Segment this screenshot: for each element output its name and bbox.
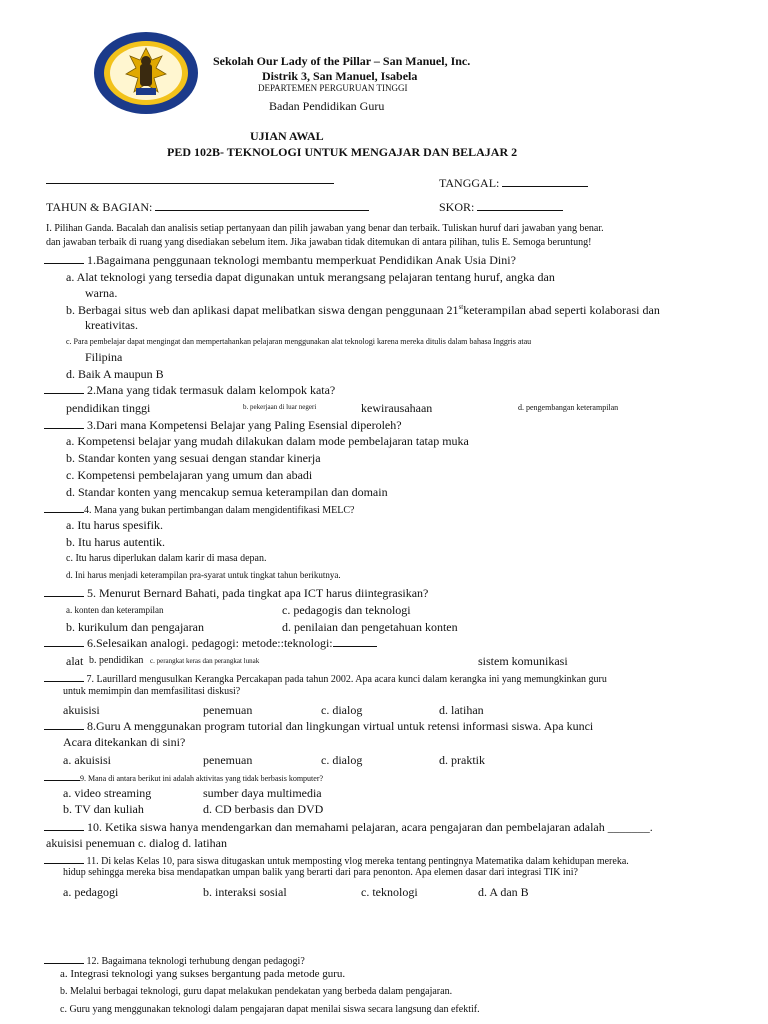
question-8: [44, 719, 593, 734]
answer-blank[interactable]: [44, 853, 84, 864]
q11-option-d: d. A dan B: [478, 885, 529, 899]
question-3: [44, 418, 402, 433]
answer-blank[interactable]: [44, 383, 84, 394]
q1-option-a: a. Alat teknologi yang tersedia dapat digunakan untuk merangsang pelajaran tentang huruf, angka dan: [66, 270, 555, 284]
question-12: [44, 953, 305, 967]
q2-option-c: kewirausahaan: [361, 401, 433, 415]
q5-option-b: b. kurikulum dan pengajaran: [66, 620, 204, 634]
q3-option-b: b. Standar konten yang sesuai dengan standar kinerja: [66, 451, 321, 465]
q12-option-c: c. Guru yang menggunakan teknologi dalam pengajaran dapat menilai siswa secara langsung dan efektif.: [60, 1004, 480, 1015]
q1-option-c-cont: Filipina: [85, 350, 123, 364]
q8-option-d: d. praktik: [439, 753, 485, 767]
question-stem: 8.Guru A menggunakan program tutorial dan lingkungan virtual untuk retensi informasi siswa. Apa kunci: [87, 719, 594, 733]
q5-option-d: d. penilaian dan pengetahuan konten: [282, 620, 458, 634]
answer-blank[interactable]: [44, 820, 84, 831]
answer-blank[interactable]: [44, 636, 84, 647]
q9-option-d: d. CD berbasis dan DVD: [203, 802, 324, 816]
q4-option-b: b. Itu harus autentik.: [66, 535, 165, 549]
q6-option-b: b. pendidikan: [89, 655, 144, 666]
school-seal-logo: [92, 30, 200, 116]
question-7: [44, 671, 607, 685]
department-name: DEPARTEMEN PERGURUAN TINGGI: [258, 83, 408, 93]
question-6: [44, 636, 377, 651]
q6-option-d: sistem komunikasi: [478, 654, 568, 668]
answer-blank[interactable]: [44, 719, 84, 730]
instructions-line-2: dan jawaban terbaik di ruang yang disediakan sebelum item. Jika jawaban tidak ditemukan di antara pilihan, tulis E. Semoga beruntung!: [46, 237, 592, 248]
question-stem: 7. Laurillard mengusulkan Kerangka Percakapan pada tahun 2002. Apa acara kunci dalam kerangka ini yang memungkinkan guru: [86, 674, 607, 685]
question-1: [44, 253, 516, 268]
question-stem: 12. Bagaimana teknologi terhubung dengan pedagogi?: [86, 956, 305, 967]
question-9: [44, 770, 323, 783]
q2-option-b: b. pekerjaan di luar negeri: [243, 403, 317, 411]
q2-option-a: pendidikan tinggi: [66, 401, 151, 415]
school-name: Sekolah Our Lady of the Pillar – San Manuel, Inc.: [213, 54, 471, 68]
analogy-blank[interactable]: [333, 636, 377, 647]
q1-option-d: d. Baik A maupun B: [66, 367, 164, 381]
question-7-cont: untuk memimpin dan memfasilitasi diskusi?: [63, 686, 241, 697]
q6-option-c: c. perangkat keras dan perangkat lunak: [150, 657, 260, 665]
question-2: [44, 383, 335, 398]
exam-title: UJIAN AWAL: [250, 129, 324, 143]
question-stem: 3.Dari mana Kompetensi Belajar yang Paling Esensial diperoleh?: [87, 418, 402, 432]
question-11-cont: hidup sehingga mereka bisa mendapatkan umpan balik yang berarti dari para penonton. Apa elemen dasar dari integrasi TIK ini?: [63, 867, 578, 878]
course-title: PED 102B- TEKNOLOGI UNTUK MENGAJAR DAN BELAJAR 2: [167, 145, 518, 159]
q7-option-b: penemuan: [203, 703, 253, 717]
name-field[interactable]: [46, 183, 334, 184]
question-stem: 11. Di kelas Kelas 10, para siswa ditugaskan untuk memposting vlog mereka tentang pentingnya Matematika dalam kehidupan mereka.: [86, 856, 629, 867]
question-10: [44, 820, 653, 835]
q9-option-c: sumber daya multimedia: [203, 786, 322, 800]
question-stem: 6.Selesaikan analogi. pedagogi: metode::teknologi:: [87, 636, 333, 650]
answer-blank[interactable]: [44, 502, 84, 513]
score-field[interactable]: [439, 200, 563, 215]
q7-option-a: akuisisi: [63, 703, 100, 717]
answer-blank[interactable]: [44, 253, 84, 264]
q5-option-c: c. pedagogis dan teknologi: [282, 603, 411, 617]
answer-blank[interactable]: [44, 418, 84, 429]
question-11: [44, 853, 629, 867]
question-stem: 2.Mana yang tidak termasuk dalam kelompok kata?: [87, 383, 336, 397]
q3-option-d: d. Standar konten yang mencakup semua keterampilan dan domain: [66, 485, 388, 499]
question-4: [44, 502, 354, 516]
answer-blank[interactable]: [44, 770, 80, 781]
q6-option-a: alat: [66, 654, 84, 668]
question-8-cont: Acara ditekankan di sini?: [63, 735, 186, 749]
q3-option-c: c. Kompetensi pembelajaran yang umum dan abadi: [66, 468, 313, 482]
q1-option-b: b. Berbagai situs web dan aplikasi dapat melibatkan siswa dengan penggunaan 21stketerampilan abad seperti kolaborasi dan: [66, 303, 660, 317]
instructions-line-1: I. Pilihan Ganda. Bacalah dan analisis setiap pertanyaan dan pilih jawaban yang benar dan terbaik. Tuliskan huruf dari jawaban yang benar.: [46, 223, 604, 234]
question-stem: 5. Menurut Bernard Bahati, pada tingkat apa ICT harus diintegrasikan?: [87, 586, 429, 600]
question-stem: 10. Ketika siswa hanya mendengarkan dan memahami pelajaran, acara pengajaran dan pembelajaran adalah _______.: [87, 820, 653, 834]
q4-option-d: d. Ini harus menjadi keterampilan pra-syarat untuk tingkat tahun berikutnya.: [66, 570, 341, 580]
question-stem: 4. Mana yang bukan pertimbangan dalam mengidentifikasi MELC?: [84, 505, 355, 516]
q9-option-a: a. video streaming: [63, 786, 152, 800]
q12-option-b: b. Melalui berbagai teknologi, guru dapat melakukan pendekatan yang berbeda dalam pengajaran.: [60, 986, 453, 997]
question-stem: 9. Mana di antara berikut ini adalah aktivitas yang tidak berbasis komputer?: [80, 774, 324, 783]
q5-option-a: a. konten dan keterampilan: [66, 605, 164, 615]
q7-option-c: c. dialog: [321, 703, 363, 717]
school-address: Distrik 3, San Manuel, Isabela: [262, 69, 418, 83]
q8-option-a: a. akuisisi: [63, 753, 111, 767]
q1-option-a-cont: warna.: [85, 286, 118, 300]
question-5: [44, 586, 428, 601]
year-section-field[interactable]: [46, 200, 369, 215]
answer-blank[interactable]: [44, 671, 84, 682]
unit-name: Badan Pendidikan Guru: [269, 99, 385, 113]
q4-option-a: a. Itu harus spesifik.: [66, 518, 163, 532]
q11-option-a: a. pedagogi: [63, 885, 119, 899]
q8-option-b: penemuan: [203, 753, 253, 767]
q7-option-d: d. latihan: [439, 703, 484, 717]
q11-option-b: b. interaksi sosial: [203, 885, 287, 899]
q1-option-c: c. Para pembelajar dapat mengingat dan mempertahankan pelajaran menggunakan alat teknologi karena mereka ditulis dalam bahasa Inggris atau: [66, 337, 532, 346]
q2-option-d: d. pengembangan keterampilan: [518, 403, 619, 412]
question-stem: 1.Bagaimana penggunaan teknologi membantu memperkuat Pendidikan Anak Usia Dini?: [87, 253, 516, 267]
score-label: SKOR:: [439, 200, 475, 214]
answer-blank[interactable]: [44, 586, 84, 597]
q11-option-c: c. teknologi: [361, 885, 418, 899]
q3-option-a: a. Kompetensi belajar yang mudah dilakukan dalam mode pembelajaran tatap muka: [66, 434, 469, 448]
q4-option-c: c. Itu harus diperlukan dalam karir di masa depan.: [66, 553, 267, 564]
date-field[interactable]: [439, 176, 588, 191]
q8-option-c: c. dialog: [321, 753, 363, 767]
date-label: TANGGAL:: [439, 176, 500, 190]
answer-blank[interactable]: [44, 953, 84, 964]
q9-option-b: b. TV dan kuliah: [63, 802, 144, 816]
q1-option-b-cont: kreativitas.: [85, 318, 138, 332]
q10-options: akuisisi penemuan c. dialog d. latihan: [46, 836, 227, 850]
year-section-label: TAHUN & BAGIAN:: [46, 200, 153, 214]
q12-option-a: a. Integrasi teknologi yang sukses bergantung pada metode guru.: [60, 968, 346, 980]
